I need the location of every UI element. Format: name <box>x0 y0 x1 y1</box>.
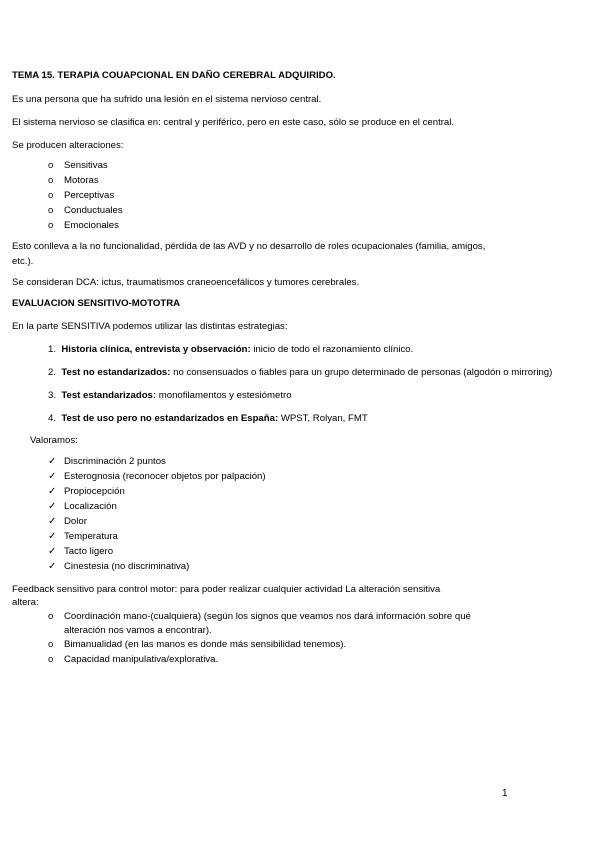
check-list-item: ✓ Propiocepción <box>48 486 125 497</box>
valoramos-label: Valoramos: <box>30 435 78 446</box>
list-item-altera: o Coordinación mano-(cualquiera) (según los signos que veamos nos dará información sobre qué <box>48 611 471 622</box>
checkmark-icon: ✓ <box>48 516 57 527</box>
list-item-alteracion: o Motoras <box>48 175 99 186</box>
check-list-item: ✓ Temperatura <box>48 531 118 542</box>
paragraph-estrategias-intro: En la parte SENSITIVA podemos utilizar las distintas estrategias: <box>12 321 288 332</box>
paragraph-definition: Es una persona que ha sufrido una lesión en el sistema nervioso central. <box>12 94 322 105</box>
paragraph-feedback-cont: altera: <box>12 597 39 608</box>
check-list-item: ✓ Tacto ligero <box>48 546 114 557</box>
list-item-altera: o Capacidad manipulativa/explorativa. <box>48 654 219 665</box>
bullet-o-icon: o <box>48 160 54 171</box>
numbered-item: 4. Test de uso pero no estandarizados en España: WPST, Rolyan, FMT <box>48 413 368 424</box>
paragraph-dca: Se consideran DCA: ictus, traumatismos craneoencefálicos y tumores cerebrales. <box>12 277 360 288</box>
list-item-alteracion: o Perceptivas <box>48 190 115 201</box>
checkmark-icon: ✓ <box>48 546 57 557</box>
numbered-item: 3. Test estandarizados: monofilamentos y estesiómetro <box>48 390 292 401</box>
check-list-item: ✓ Localización <box>48 501 117 512</box>
bullet-o-icon: o <box>48 611 54 622</box>
bullet-o-icon: o <box>48 205 54 216</box>
checkmark-icon: ✓ <box>48 456 57 467</box>
numbered-item: 2. Test no estandarizados: no consensuados o fiables para un grupo determinado de personas (algodón o mirroring) <box>48 367 553 378</box>
checkmark-icon: ✓ <box>48 486 57 497</box>
bullet-o-icon: o <box>48 175 54 186</box>
bullet-o-icon: o <box>48 639 54 650</box>
checkmark-icon: ✓ <box>48 561 57 572</box>
checkmark-icon: ✓ <box>48 531 57 542</box>
check-list-item: ✓ Discriminación 2 puntos <box>48 456 166 467</box>
document-title: TEMA 15. TERAPIA COUAPCIONAL EN DAÑO CEREBRAL ADQUIRIDO. <box>12 70 336 81</box>
checkmark-icon: ✓ <box>48 471 57 482</box>
paragraph-classification: El sistema nervioso se clasifica en: central y periférico, pero en este caso, sólo se produce en el central. <box>12 117 455 128</box>
paragraph-alteraciones-intro: Se producen alteraciones: <box>12 140 124 151</box>
checkmark-icon: ✓ <box>48 501 57 512</box>
bullet-o-icon: o <box>48 190 54 201</box>
list-item-altera-cont: alteración nos vamos a encontrar). <box>64 625 212 636</box>
list-item-alteracion: o Emocionales <box>48 220 119 231</box>
list-item-altera: o Bimanualidad (en las manos es donde más sensibilidad tenemos). <box>48 639 347 650</box>
numbered-item: 1. Historia clínica, entrevista y observación: inicio de todo el razonamiento clínico. <box>48 344 414 355</box>
paragraph-feedback: Feedback sensitivo para control motor: para poder realizar cualquier actividad La alteración sensitiva <box>12 584 441 595</box>
check-list-item: ✓ Cinestesia (no discriminativa) <box>48 561 190 572</box>
paragraph-consecuencias-cont: etc.). <box>12 256 34 267</box>
section-title: EVALUACION SENSITIVO-MOTOTRA <box>12 298 181 309</box>
list-item-alteracion: o Conductuales <box>48 205 123 216</box>
check-list-item: ✓ Dolor <box>48 516 87 527</box>
paragraph-consecuencias: Esto conlleva a la no funcionalidad, pérdida de las AVD y no desarrollo de roles ocupacionales (familia, amigos, <box>12 241 486 252</box>
check-list-item: ✓ Esterognosia (reconocer objetos por palpación) <box>48 471 266 482</box>
page-number: 1 <box>502 788 508 799</box>
bullet-o-icon: o <box>48 654 54 665</box>
list-item-alteracion: o Sensitivas <box>48 160 108 171</box>
bullet-o-icon: o <box>48 220 54 231</box>
